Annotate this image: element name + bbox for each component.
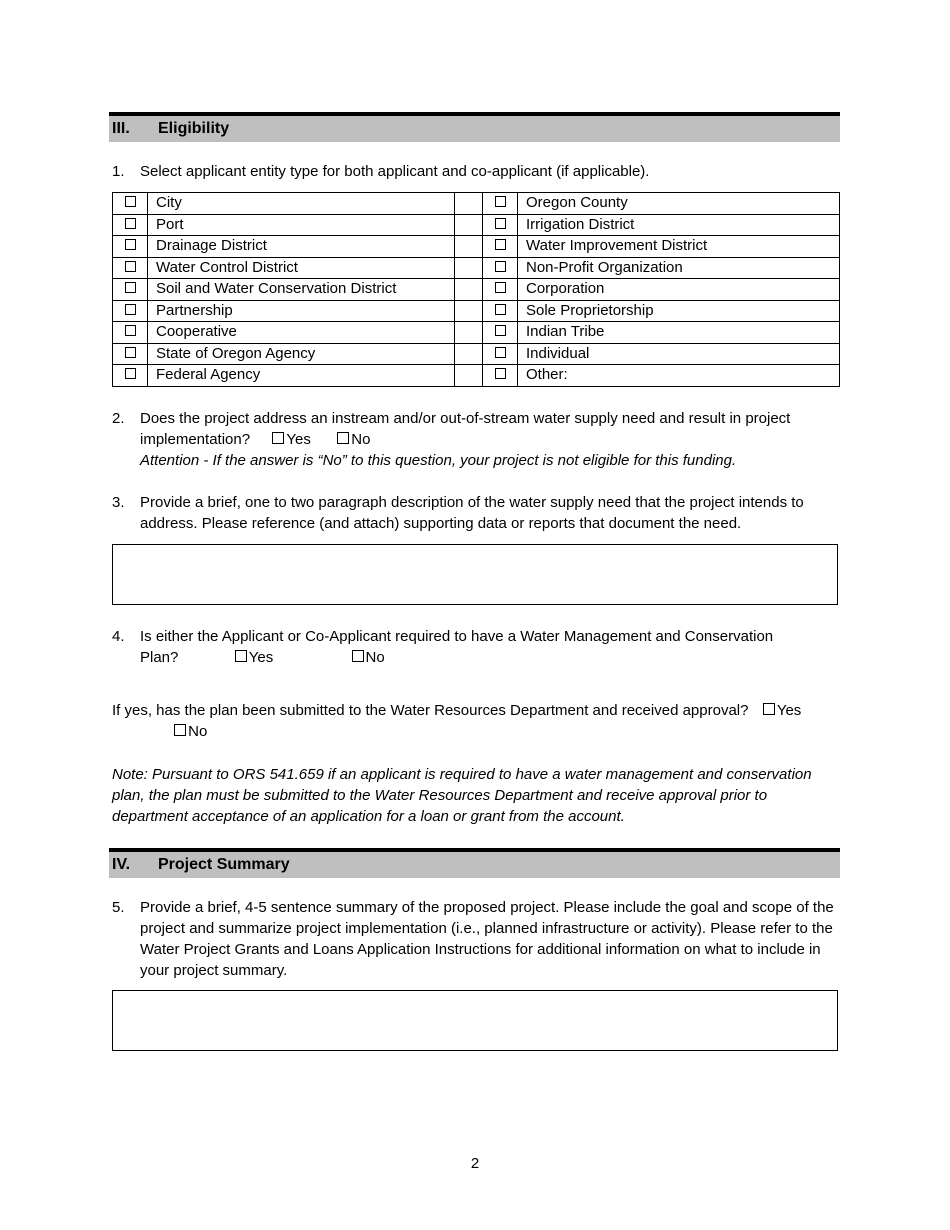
entity-checkbox[interactable] [483,279,518,301]
question-5 [112,897,842,981]
question-text: Select applicant entity type for both applicant and co-applicant (if applicable). [140,163,650,180]
entity-checkbox[interactable] [483,214,518,236]
entity-checkbox[interactable] [483,343,518,365]
project-summary-textbox[interactable] [112,990,838,1051]
entity-checkbox[interactable] [113,322,148,344]
question-number: 1. [112,163,125,180]
entity-checkbox[interactable] [483,300,518,322]
question-3 [112,492,842,534]
entity-checkbox[interactable] [483,257,518,279]
q4-no-checkbox[interactable]: No [352,649,385,666]
checkbox-icon [272,432,284,444]
section-number: IV. [112,856,131,873]
section-title: Project Summary [158,856,290,873]
entity-checkbox[interactable] [113,257,148,279]
page-number: 2 [470,1155,480,1172]
checkbox-icon [125,282,136,293]
checkbox-icon [174,724,186,736]
entity-checkbox[interactable] [483,322,518,344]
entity-row [113,343,840,365]
entity-checkbox[interactable] [113,214,148,236]
entity-checkbox[interactable] [113,365,148,387]
spacer-cell [455,193,483,215]
entity-label: Individual [518,343,840,365]
checkbox-icon [495,347,506,358]
checkbox-icon [337,432,349,444]
question-text: Provide a brief, 4-5 sentence summary of the proposed project. Please include the goal and scope of the project and summarize project implementation (i.e., planned infrastructure or activity). Please refer to the Water Project Grants and Loans Application Instructions for additional information on what to include in your project summary. [140,899,834,979]
entity-label: Other: [518,365,840,387]
question-text: Does the project address an instream and/or out-of-stream water supply need and result in project implementation? Yes No Attention - If the answer is “No” to this question, your project is not eligible for this funding. [140,410,791,469]
checkbox-icon [495,261,506,272]
checkbox-icon [495,239,506,250]
entity-label: State of Oregon Agency [148,343,455,365]
entity-label: Port [148,214,455,236]
entity-checkbox[interactable] [483,236,518,258]
entity-row [113,322,840,344]
checkbox-icon [125,218,136,229]
checkbox-icon [495,304,506,315]
entity-label: Federal Agency [148,365,455,387]
checkbox-icon [495,218,506,229]
approval-yes-checkbox[interactable]: Yes [763,702,801,719]
section-header-eligibility [109,112,840,142]
question-number: 3. [112,494,125,511]
checkbox-icon [125,196,136,207]
attention-note: Attention - If the answer is “No” to this question, your project is not eligible for this funding. [140,452,737,469]
entity-label: Sole Proprietorship [518,300,840,322]
section-header-project-summary [109,848,840,878]
spacer-cell [455,365,483,387]
question-number: 5. [112,899,125,916]
ors-note: Note: Pursuant to ORS 541.659 if an applicant is required to have a water management and conservation plan, the plan must be submitted to the Water Resources Department and receive approval prior to department acceptance of an application for a loan or grant from the account. [112,766,812,825]
spacer-cell [455,214,483,236]
entity-row [113,365,840,387]
entity-row [113,279,840,301]
checkbox-icon [495,196,506,207]
entity-checkbox[interactable] [113,343,148,365]
entity-row [113,257,840,279]
entity-label: Irrigation District [518,214,840,236]
entity-row [113,193,840,215]
approval-no-checkbox[interactable]: No [174,723,207,740]
entity-checkbox[interactable] [113,236,148,258]
spacer-cell [455,343,483,365]
spacer-cell [455,322,483,344]
need-description-textbox[interactable] [112,544,838,605]
entity-label: Partnership [148,300,455,322]
checkbox-icon [125,347,136,358]
checkbox-icon [352,650,364,662]
checkbox-icon [495,325,506,336]
entity-row [113,236,840,258]
entity-label: Indian Tribe [518,322,840,344]
checkbox-icon [235,650,247,662]
question-text: Provide a brief, one to two paragraph description of the water supply need that the project intends to address. Please reference (and attach) supporting data or reports that document the need. [140,494,804,532]
entity-label: Water Improvement District [518,236,840,258]
spacer-cell [455,236,483,258]
question-text: Is either the Applicant or Co-Applicant required to have a Water Management and Conservation Plan? Yes No [140,628,774,666]
entity-label: Corporation [518,279,840,301]
checkbox-icon [125,368,136,379]
entity-checkbox[interactable] [113,279,148,301]
entity-type-table [112,192,840,387]
checkbox-icon [125,261,136,272]
entity-checkbox[interactable] [483,193,518,215]
question-4 [112,626,842,668]
plan-approval-question: If yes, has the plan been submitted to the Water Resources Department and received approval? Yes No [112,702,802,740]
entity-row [113,300,840,322]
checkbox-icon [125,304,136,315]
q2-no-checkbox[interactable]: No [337,431,370,448]
spacer-cell [455,257,483,279]
question-number: 2. [112,410,125,427]
entity-label: Cooperative [148,322,455,344]
question-2 [112,408,842,471]
spacer-cell [455,300,483,322]
checkbox-icon [763,703,775,715]
checkbox-icon [495,368,506,379]
question-1 [112,161,842,182]
entity-label: Oregon County [518,193,840,215]
entity-label: City [148,193,455,215]
entity-checkbox[interactable] [483,365,518,387]
entity-label: Water Control District [148,257,455,279]
section-number: III. [112,120,130,137]
section-title: Eligibility [158,120,230,137]
entity-label: Non-Profit Organization [518,257,840,279]
q2-yes-checkbox[interactable]: Yes [272,431,310,448]
q4-yes-checkbox[interactable]: Yes [235,649,273,666]
checkbox-icon [495,282,506,293]
entity-label: Soil and Water Conservation District [148,279,455,301]
spacer-cell [455,279,483,301]
entity-checkbox[interactable] [113,193,148,215]
checkbox-icon [125,325,136,336]
entity-label: Drainage District [148,236,455,258]
entity-checkbox[interactable] [113,300,148,322]
entity-row [113,214,840,236]
question-number: 4. [112,628,125,645]
checkbox-icon [125,239,136,250]
